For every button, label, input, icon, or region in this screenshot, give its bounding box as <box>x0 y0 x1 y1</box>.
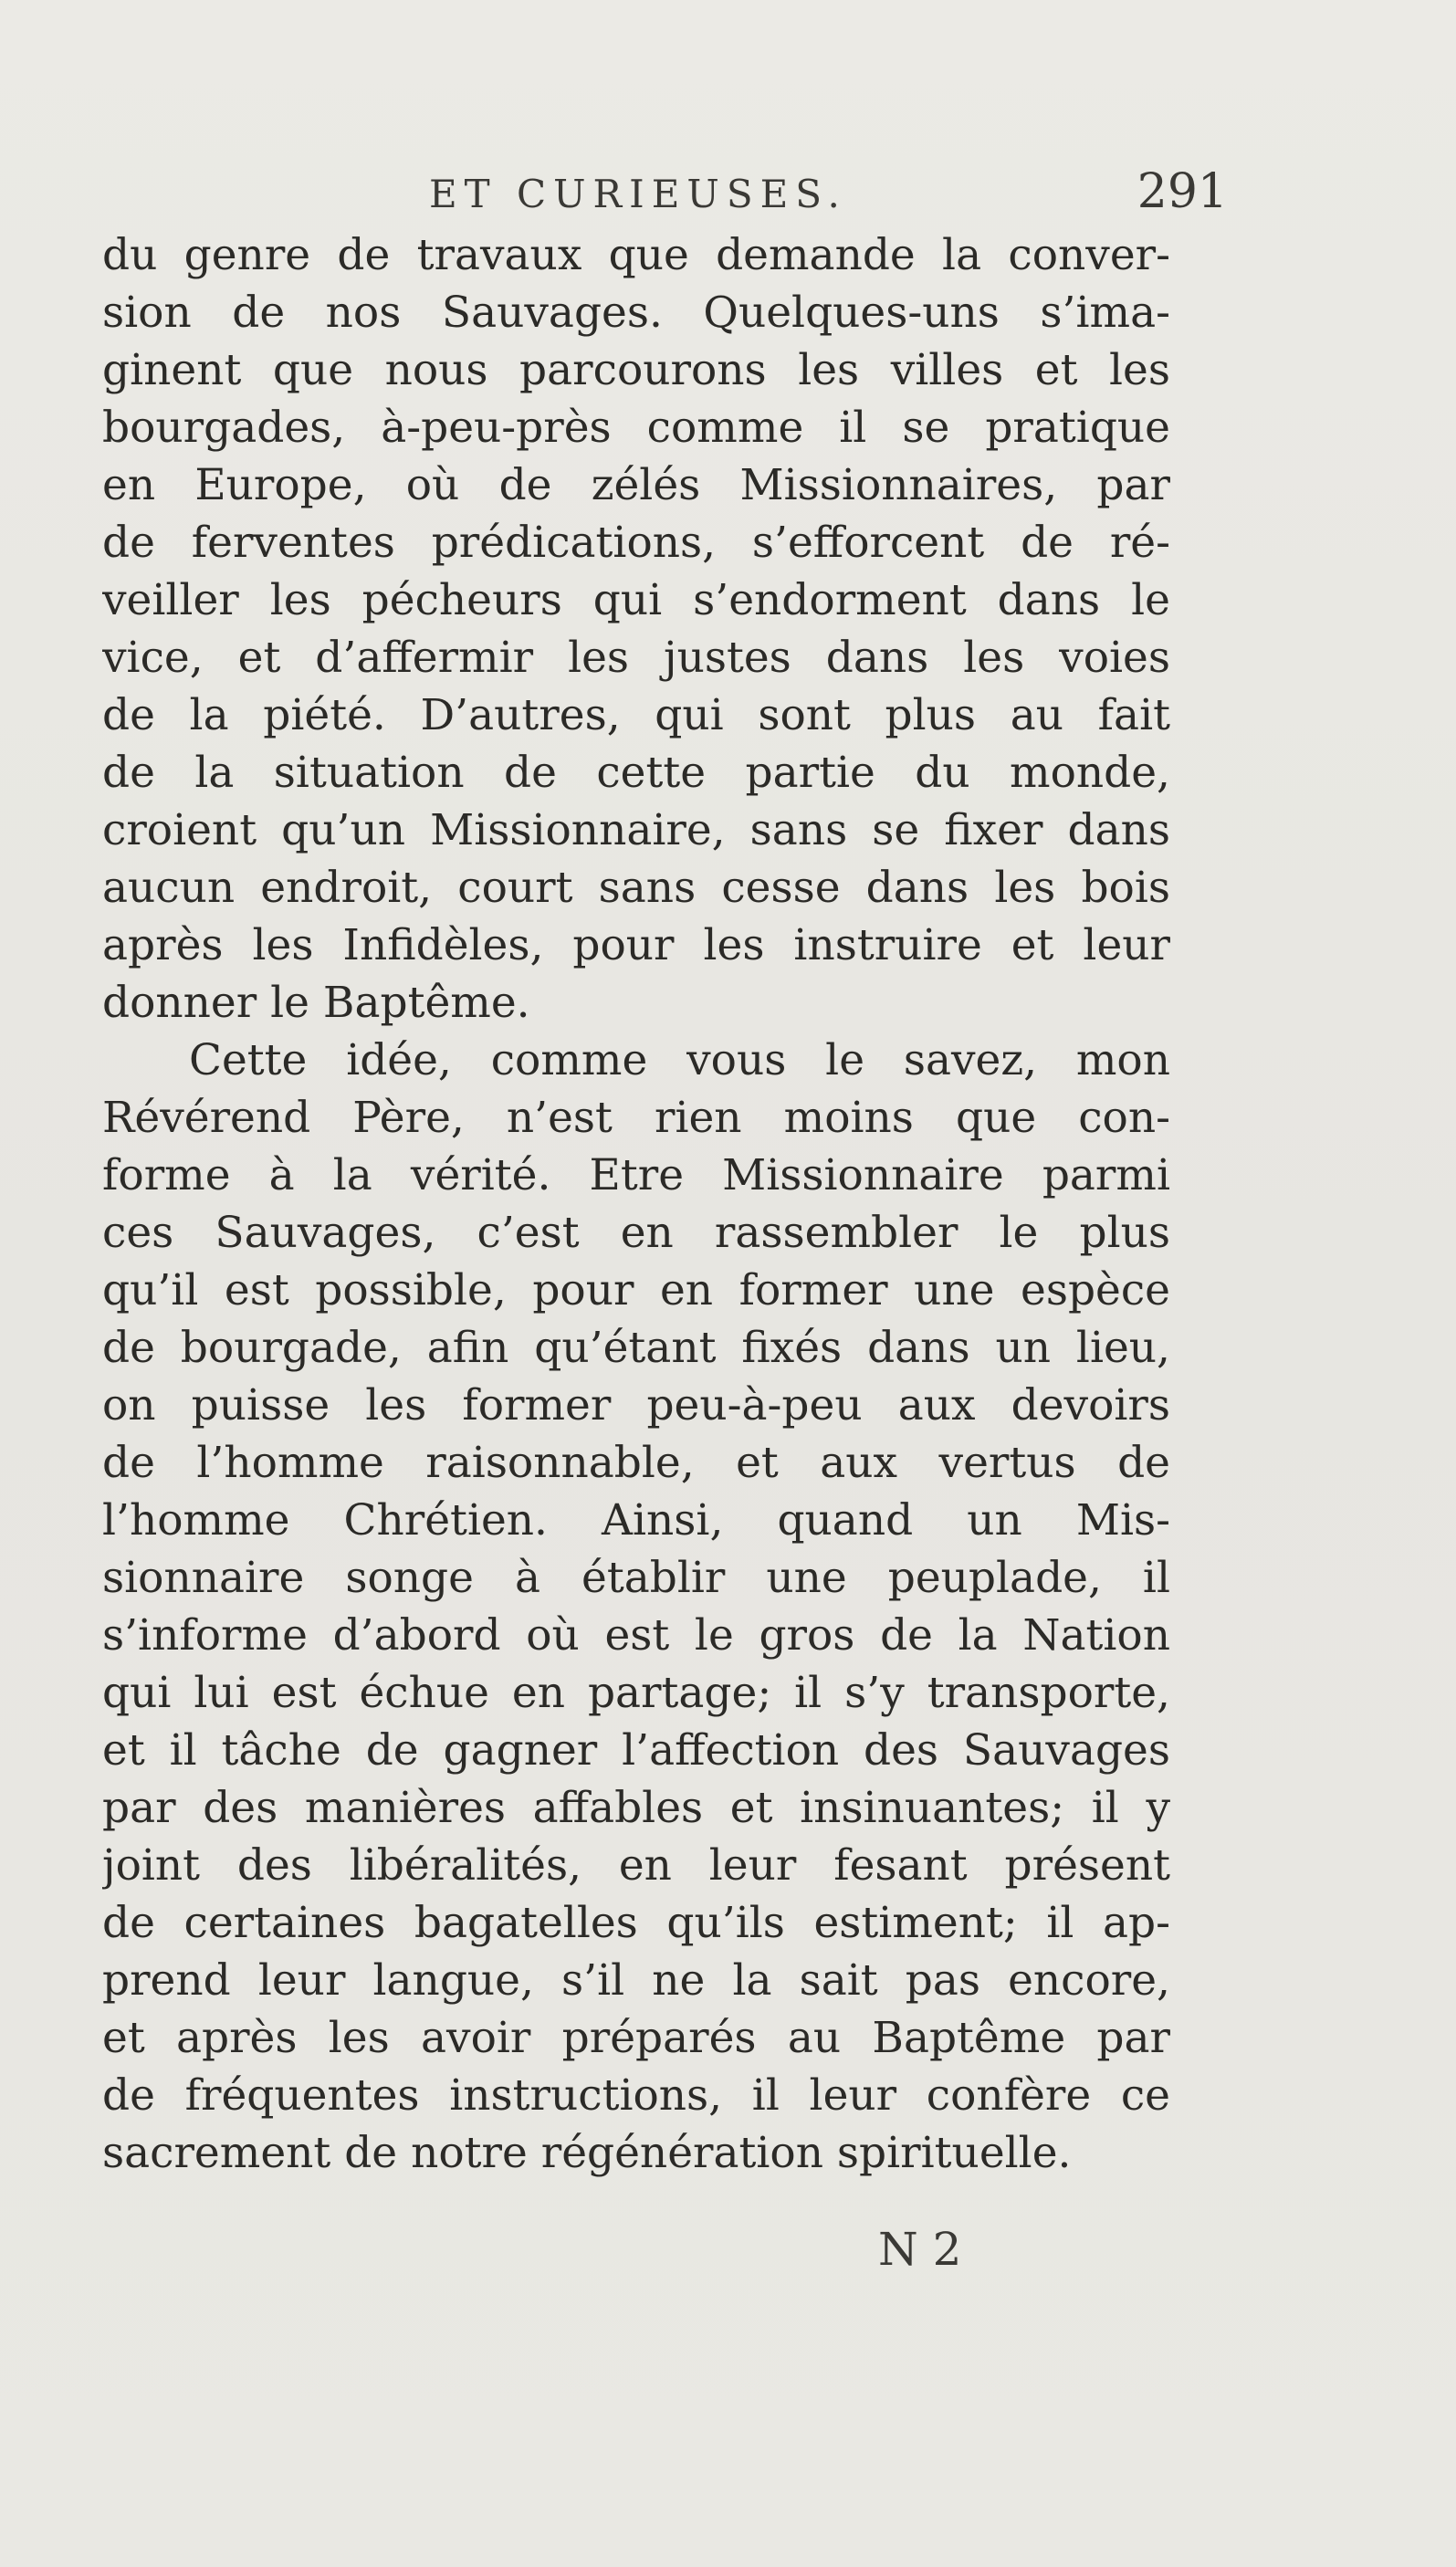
text-line: qu’il est possible, pour en former une espèce <box>102 1265 1170 1315</box>
text-line: de la situation de cette partie du monde, <box>102 748 1170 798</box>
text-line: de fréquentes instructions, il leur confère ce <box>102 2070 1170 2121</box>
text-line: prend leur langue, s’il ne la sait pas encore, <box>102 1955 1170 2006</box>
text-line: de l’homme raisonnable, et aux vertus de <box>102 1438 1170 1488</box>
paragraph-start-line: Cette idée, comme vous le savez, mon <box>189 1035 1170 1085</box>
paragraph-end-line: donner le Baptême. <box>102 978 530 1028</box>
text-line: de bourgade, afin qu’étant fixés dans un lieu, <box>102 1323 1170 1373</box>
signature-mark: N 2 <box>878 2223 962 2276</box>
text-line: de certaines bagatelles qu’ils estiment; il ap- <box>102 1898 1170 1948</box>
text-line: s’informe d’abord où est le gros de la Nation <box>102 1610 1170 1661</box>
text-line: vice, et d’affermir les justes dans les voies <box>102 633 1170 683</box>
text-line: ginent que nous parcourons les villes et les <box>102 345 1170 395</box>
text-line: l’homme Chrétien. Ainsi, quand un Mis- <box>102 1495 1170 1545</box>
text-line: aucun endroit, court sans cesse dans les bois <box>102 863 1170 913</box>
text-line: et après les avoir préparés au Baptême par <box>102 2013 1170 2063</box>
text-line: qui lui est échue en partage; il s’y transporte, <box>102 1668 1170 1718</box>
text-line: joint des libéralités, en leur fesant présent <box>102 1840 1170 1891</box>
text-line: en Europe, où de zélés Missionnaires, par <box>102 460 1170 510</box>
text-line: forme à la vérité. Etre Missionnaire parmi <box>102 1150 1170 1200</box>
text-line: veiller les pécheurs qui s’endorment dans le <box>102 575 1170 625</box>
text-line: ces Sauvages, c’est en rassembler le plus <box>102 1208 1170 1258</box>
text-line: bourgades, à-peu-près comme il se pratique <box>102 403 1170 453</box>
text-line: Révérend Père, n’est rien moins que con- <box>102 1093 1170 1143</box>
text-line: après les Infidèles, pour les instruire et leur <box>102 920 1170 970</box>
text-line: par des manières affables et insinuantes; il y <box>102 1783 1170 1833</box>
page-number: 291 <box>1137 164 1228 219</box>
text-line: de ferventes prédications, s’efforcent de ré- <box>102 518 1170 568</box>
text-line: sionnaire songe à établir une peuplade, il <box>102 1553 1170 1603</box>
body-text <box>102 226 1170 2182</box>
text-line: de la piété. D’autres, qui sont plus au fait <box>102 690 1170 740</box>
text-line: du genre de travaux que demande la conver- <box>102 230 1170 280</box>
page-header <box>429 164 1228 228</box>
text-line: sion de nos Sauvages. Quelques-uns s’ima- <box>102 288 1170 338</box>
text-line: croient qu’un Missionnaire, sans se fixer dans <box>102 805 1170 855</box>
running-title: ET CURIEUSES. <box>429 172 847 216</box>
text-line: on puisse les former peu-à-peu aux devoirs <box>102 1380 1170 1430</box>
paragraph-end-line: sacrement de notre régénération spirituelle. <box>102 2128 1072 2178</box>
text-line: et il tâche de gagner l’affection des Sauvages <box>102 1725 1170 1776</box>
